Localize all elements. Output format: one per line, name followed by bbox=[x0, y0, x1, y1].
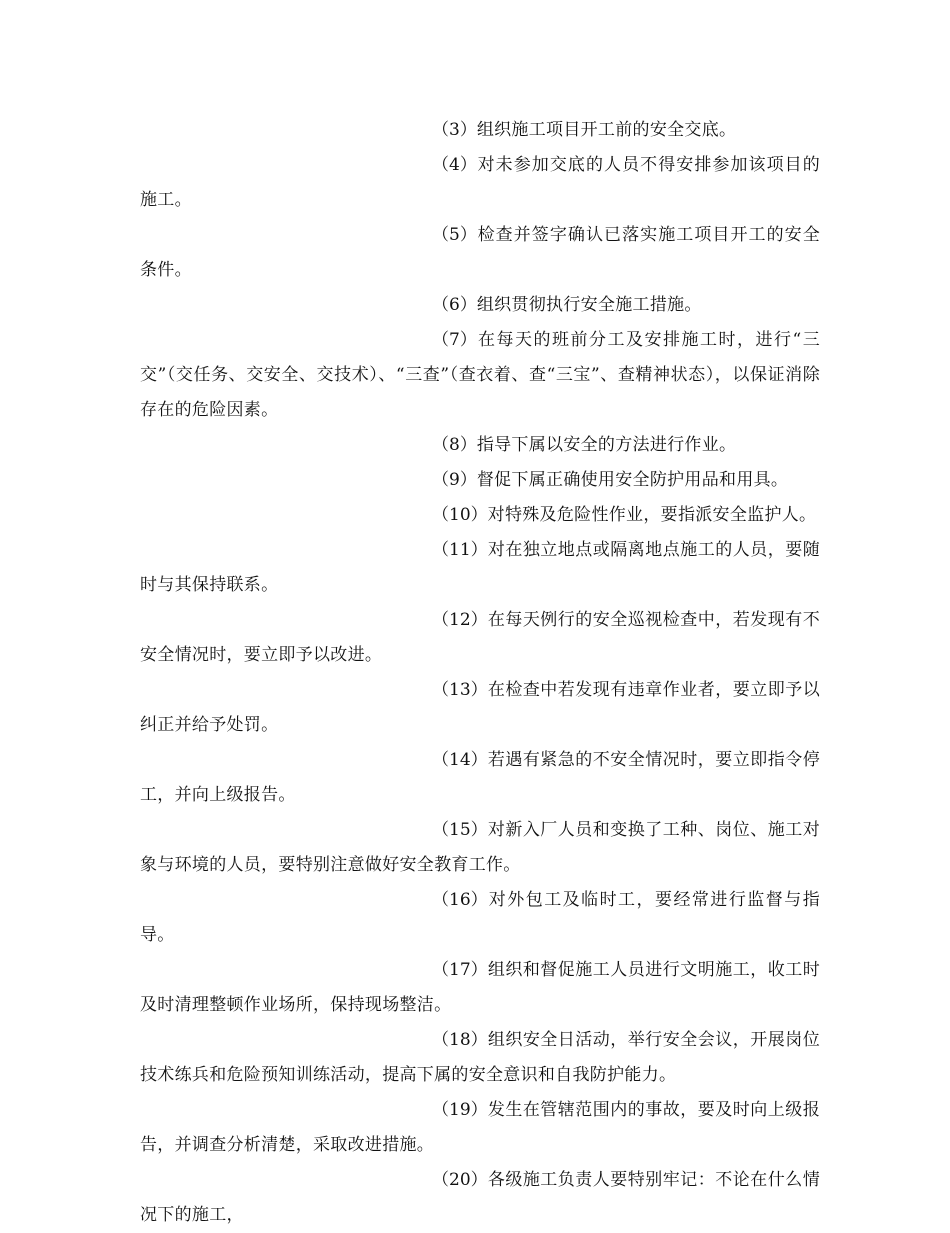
list-item bbox=[140, 673, 820, 743]
item-text: 在检查中若发现有违章作业者，要立即予以纠正并给予处罚。 bbox=[140, 680, 820, 735]
list-item bbox=[140, 1093, 820, 1163]
list-item bbox=[140, 1163, 820, 1233]
item-number: （15） bbox=[432, 820, 488, 840]
list-item bbox=[140, 603, 820, 673]
item-number: （5） bbox=[432, 225, 477, 245]
list-item bbox=[140, 498, 820, 533]
item-text: 组织贯彻执行安全施工措施。 bbox=[476, 295, 702, 315]
item-number: （12） bbox=[432, 610, 488, 630]
item-number: （20） bbox=[432, 1170, 488, 1190]
item-number: （8） bbox=[432, 435, 477, 455]
list-item bbox=[140, 428, 820, 463]
item-number: （7） bbox=[432, 330, 477, 350]
item-text: 对外包工及临时工，要经常进行监督与指导。 bbox=[140, 890, 820, 945]
item-text: 在每天的班前分工及安排施工时，进行“三交”（交任务、交安全、交技术）、“三查”（查衣着、查“三宝”、查精神状态），以保证消除存在的危险因素。 bbox=[140, 330, 820, 420]
item-number: （19） bbox=[432, 1100, 488, 1120]
item-text: 督促下属正确使用安全防护用品和用具。 bbox=[476, 470, 789, 490]
list-item bbox=[140, 743, 820, 813]
item-text: 指导下属以安全的方法进行作业。 bbox=[476, 435, 737, 455]
list-item bbox=[140, 1023, 820, 1093]
item-number: （18） bbox=[432, 1030, 488, 1050]
item-text: 对未参加交底的人员不得安排参加该项目的施工。 bbox=[140, 155, 820, 210]
item-text: 对在独立地点或隔离地点施工的人员，要随时与其保持联系。 bbox=[140, 540, 820, 595]
item-text: 检查并签字确认已落实施工项目开工的安全条件。 bbox=[140, 225, 820, 280]
list-item bbox=[140, 148, 820, 218]
item-number: （4） bbox=[432, 155, 477, 175]
item-text: 组织和督促施工人员进行文明施工，收工时及时清理整顿作业场所，保持现场整洁。 bbox=[140, 960, 820, 1015]
list-item bbox=[140, 953, 820, 1023]
item-text: 对新入厂人员和变换了工种、岗位、施工对象与环境的人员，要特别注意做好安全教育工作。 bbox=[140, 820, 820, 875]
list-item bbox=[140, 323, 820, 428]
item-number: （13） bbox=[432, 680, 488, 700]
item-number: （14） bbox=[432, 750, 488, 770]
item-number: （9） bbox=[432, 470, 477, 490]
list-item bbox=[140, 463, 820, 498]
item-text: 发生在管辖范围内的事故，要及时向上级报告，并调查分析清楚，采取改进措施。 bbox=[140, 1100, 820, 1155]
list-item bbox=[140, 218, 820, 288]
item-number: （16） bbox=[432, 890, 488, 910]
list-item bbox=[140, 883, 820, 953]
item-text: 若遇有紧急的不安全情况时，要立即指令停工，并向上级报告。 bbox=[140, 750, 820, 805]
item-number: （11） bbox=[432, 540, 488, 560]
item-number: （6） bbox=[432, 295, 477, 315]
item-text: 组织安全日活动，举行安全会议，开展岗位技术练兵和危险预知训练活动，提高下属的安全意识和自我防护能力。 bbox=[140, 1030, 820, 1085]
list-item bbox=[140, 113, 820, 148]
item-text: 对特殊及危险性作业，要指派安全监护人。 bbox=[487, 505, 817, 525]
document-body bbox=[140, 113, 820, 1233]
list-item bbox=[140, 288, 820, 323]
item-text: 在每天例行的安全巡视检查中，若发现有不安全情况时，要立即予以改进。 bbox=[140, 610, 820, 665]
item-number: （3） bbox=[432, 120, 477, 140]
item-number: （10） bbox=[432, 505, 488, 525]
item-number: （17） bbox=[432, 960, 488, 980]
item-text: 组织施工项目开工前的安全交底。 bbox=[476, 120, 737, 140]
list-item bbox=[140, 813, 820, 883]
list-item bbox=[140, 533, 820, 603]
item-text: 各级施工负责人要特别牢记：不论在什么情况下的施工， bbox=[140, 1170, 820, 1225]
